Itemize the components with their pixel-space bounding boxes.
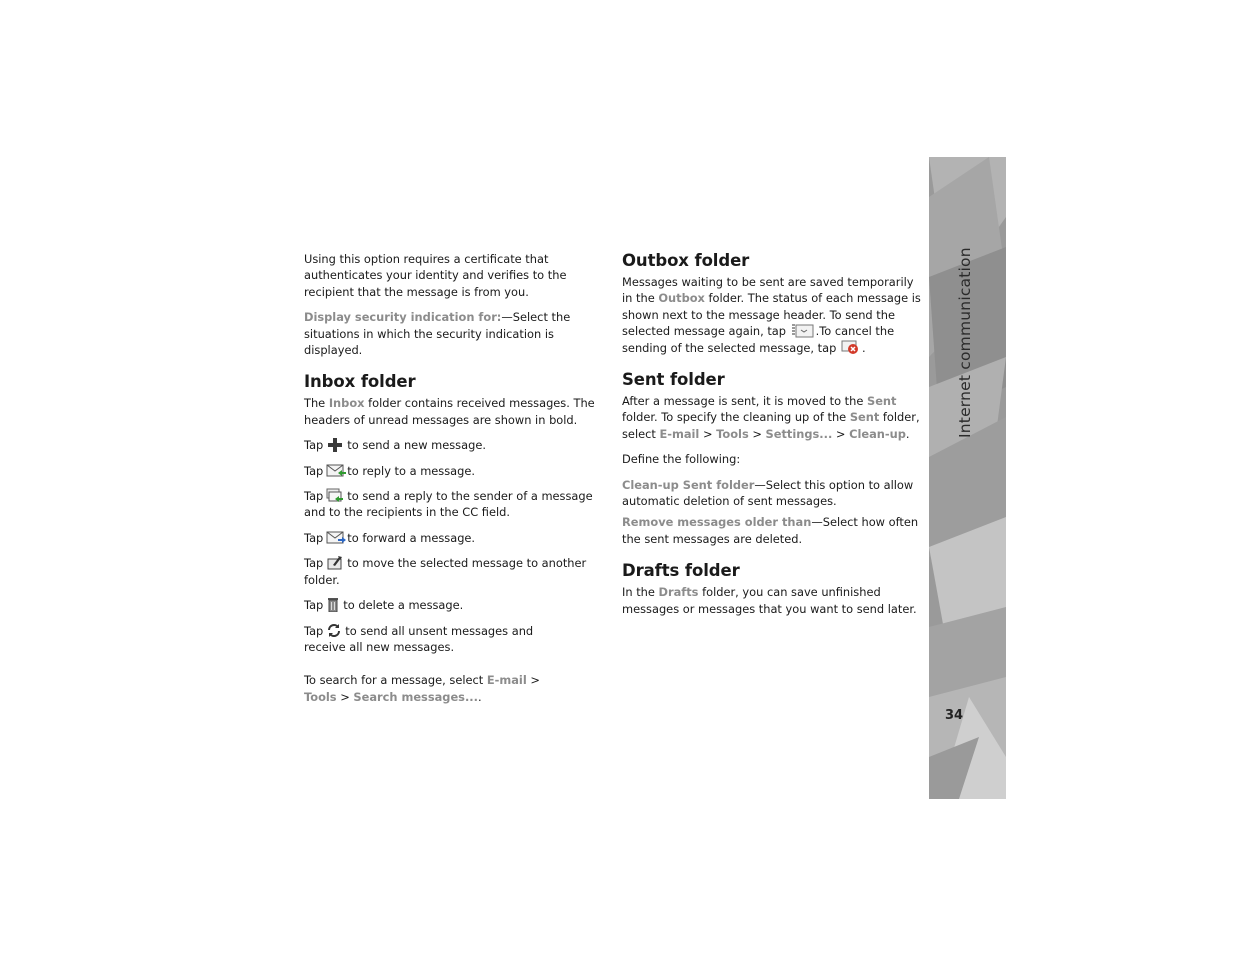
tap-reply-all: Tap to send a reply to the sender of a message and to the recipients in the CC field. <box>304 489 593 520</box>
outbox-description: Messages waiting to be sent are saved temporarily in the Outbox folder. The status of each message is shown next to the message header. To send the selected message again, tap .To cancel the sending of the selected message, tap . <box>622 275 921 355</box>
inbox-description: The Inbox folder contains received messages. The headers of unread messages are shown in bold. <box>304 396 595 427</box>
drafts-heading: Drafts folder <box>622 561 740 581</box>
move-icon[interactable] <box>326 555 344 570</box>
left-column <box>304 251 604 714</box>
inbox-heading: Inbox folder <box>304 372 416 392</box>
delete-icon[interactable] <box>326 597 340 612</box>
outbox-heading: Outbox folder <box>622 251 750 270</box>
search-path-tools: Tools <box>304 689 337 704</box>
right-column <box>622 251 922 626</box>
reply-icon[interactable] <box>326 463 344 478</box>
define-following: Define the following: <box>622 452 741 467</box>
forward-icon[interactable] <box>326 530 344 545</box>
search-path-search: Search messages... <box>353 689 478 704</box>
display-security-option: Display security indication for:—Select the situations in which the security indication is displayed. <box>304 310 571 358</box>
display-security-term: Display security indication for: <box>304 310 502 325</box>
page-number: 34 <box>945 708 964 723</box>
cancel-send-icon[interactable] <box>841 340 861 355</box>
certificate-intro: Using this option requires a certificate that authenticates your identity and verifies to the recipient that the message is from you. <box>304 252 567 299</box>
search-instructions: To search for a message, select E-mail > Tools > Search messages.... <box>304 673 540 704</box>
cleanup-option: Clean-up Sent folder—Select this option to allow automatic deletion of sent messages. <box>622 477 914 509</box>
search-path-email: E-mail <box>486 673 527 688</box>
remove-older-option: Remove messages older than—Select how often the sent messages are deleted. <box>622 515 919 546</box>
tap-forward: Tap to forward a message. <box>304 530 476 545</box>
section-title: Internet communication <box>956 247 974 438</box>
tap-new-message: Tap to send a new message. <box>304 438 486 453</box>
reply-all-icon[interactable] <box>326 488 344 503</box>
tap-delete: Tap to delete a message. <box>304 598 464 613</box>
path-tools: Tools <box>716 426 749 441</box>
path-cleanup: Clean-up <box>849 426 906 441</box>
sent-description: After a message is sent, it is moved to the Sent folder. To specify the cleaning up of the Sent folder, select E-mail > Tools > Settings... > Clean-up. <box>622 394 920 441</box>
path-settings: Settings... <box>765 426 833 441</box>
tap-move: Tap to move the selected message to another folder. <box>304 556 587 587</box>
tap-reply: Tap to reply to a message. <box>304 463 476 478</box>
tap-send-receive: Tap to send all unsent messages and receive all new messages. <box>304 623 534 654</box>
path-email: E-mail <box>659 426 700 441</box>
drafts-description: In the Drafts folder, you can save unfinished messages or messages that you want to send later. <box>622 585 917 616</box>
new-message-plus-icon[interactable] <box>326 437 344 452</box>
resend-icon[interactable] <box>791 323 815 338</box>
sent-heading: Sent folder <box>622 370 725 390</box>
send-receive-icon[interactable] <box>326 623 342 638</box>
